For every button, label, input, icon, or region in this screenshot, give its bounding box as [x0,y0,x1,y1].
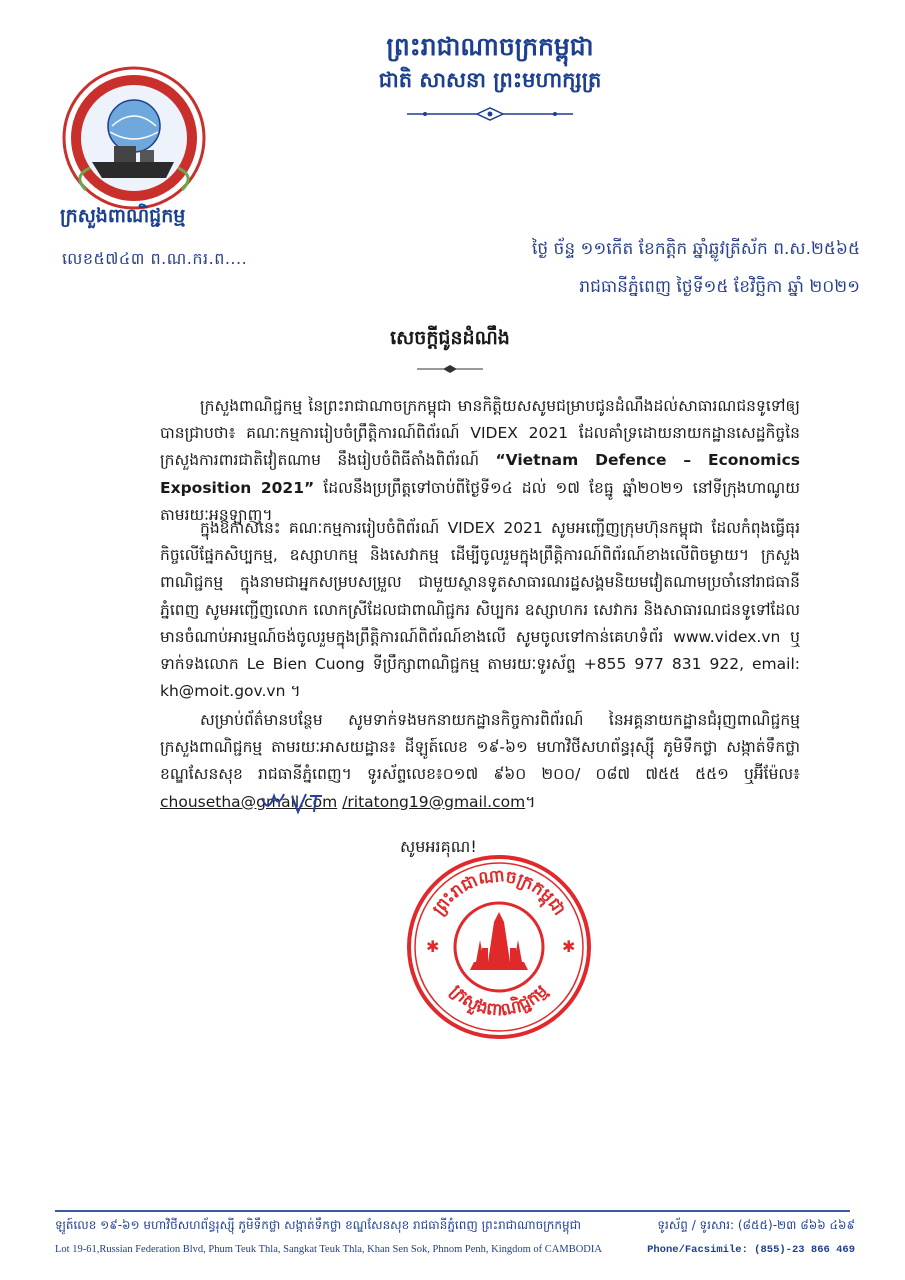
paragraph-3-text: សម្រាប់ព័ត៌មានបន្ថែម សូមទាក់ទងមកនាយកដ្ឋានកិច្ចការពិព័រណ៍ នៃអគ្គនាយកដ្ឋានជំរុញពាណិជ្ជកម្ម ក្រសួងពាណិជ្ជកម្ម តាមរយៈអាសយដ្ឋាន៖ ដីឡូត៍លេខ ១៩-៦១ មហាវិថីសហព័ន្ធរុស្ស៊ី ភូមិទឹកថ្លា សង្កាត់ទឹកថ្លា ខណ្ឌសែនសុខ រាជធានីភ្នំពេញ។ ទូរស័ព្ទលេខ៖០១៧ ៩៦០ ២០០/ ០៨៧ ៧៥៥ ៥៥១ ឬអ៊ីម៉ែល៖ [160,711,800,784]
ministry-name: ក្រសួងពាណិជ្ជកម្ម [60,205,186,227]
footer-divider [55,1210,850,1212]
ministry-logo-icon [62,66,206,210]
footer-address-km: ឡូត៍លេខ ១៩-៦១ មហាវិថីសហព័ន្ធរុស្ស៊ី ភូមិទឹកថ្លា សង្កាត់ទឹកថ្លា ខណ្ឌសែនសុខ រាជធានីភ្នំពេញ ព្រះរាជាណាចក្រកម្ពុជា [55,1218,582,1232]
paragraph-3-end: ។ [525,792,536,811]
paragraph-1-text-a: ក្រសួងពាណិជ្ជកម្ម នៃព្រះរាជាណាចក្រកម្ពុជា មានកិត្តិយសសូមជម្រាបជូនដំណឹងដល់សាធារណជនទូទៅឲ្យបានជ្រាបថា៖ គណៈកម្មការរៀបចំព្រឹត្តិការណ៍ពិព័រណ៍ VIDEX 2021 ដែលគាំទ្រដោយនាយកដ្ឋានសេដ្ឋកិច្ចនៃក្រសួងការពារជាតិវៀតណាម នឹងរៀបចំពិធីតាំងពិព័រណ៍ [160,397,800,470]
footer-english [55,1244,855,1255]
seal-top-text: ព្រះរាជាណាចក្រកម្ពុជា [428,866,570,920]
footer-phone-en: Phone/Facsimile: (855)-23 866 469 [647,1244,855,1256]
reference-number: លេខ៥៧៤៣ ព.ណ.ករ.ព.... [62,249,248,268]
subject-ornament [415,364,485,374]
header-ornament [405,106,575,122]
email-link-ritatong[interactable]: /ritatong19@gmail.com [342,792,526,811]
footer-phone-km: ទូរស័ព្ទ / ទូរសារ: (៨៥៥)-២៣ ៨៦៦ ៤៦៩ [657,1218,855,1232]
ministry-seal-icon [404,852,594,1042]
paragraph-3 [160,707,800,816]
initials-signature-icon [258,788,328,818]
solar-date: រាជធានីភ្នំពេញ ថ្ងៃទី១៥ ខែវិច្ឆិកា ឆ្នាំ ២០២១ [579,277,860,297]
kingdom-title: ព្រះរាជាណាចក្រកម្ពុជា [386,32,594,61]
event-name: “Vietnam Defence – Economics Exposition 2021” [160,451,800,497]
email-link-chousetha[interactable]: chousetha@gmail.com [160,792,338,811]
paragraph-1-text-b: ដែលនឹងប្រព្រឹត្តទៅចាប់ពីថ្ងៃទី១៤ ដល់ ១៧ ខែធ្នូ ឆ្នាំ២០២១ នៅទីក្រុងហាណូយ តាមរយៈអនឡាញ។ [160,478,800,524]
footer-khmer [55,1217,855,1235]
svg-text:✱: ✱ [426,937,440,956]
lunar-date: ថ្ងៃ ច័ន្ទ ១១កើត ខែកត្តិក ឆ្នាំឆ្លូវត្រីស័ក ព.ស.២៥៦៥ [531,239,860,259]
svg-text:ព្រះរាជាណាចក្រកម្ពុជា [429,866,569,919]
kingdom-header [300,30,680,96]
paragraph-2: ក្នុងឱកាសនេះ គណៈកម្មការរៀបចំពិព័រណ៍ VIDEX 2021 សូមអញ្ជើញក្រុមហ៊ុនកម្ពុជា ដែលកំពុងធ្វើធុរកិច្ចលើផ្នែកសិប្បកម្ម, ឧស្សាហកម្ម និងសេវាកម្ម ដើម្បីចូលរួមក្នុងព្រឹត្តិការណ៍ពិព័រណ៍ខាងលើពិចម្ងាយ។ ក្រសួងពាណិជ្ជកម្ម ក្នុងនាមជាអ្នកសម្របសម្រួល ជាមួយស្ថានទូតសាធារណរដ្ឋសង្គមនិយមវៀតណាមប្រចាំនៅរាជធានីភ្នំពេញ សូមអញ្ជើញលោក លោកស្រីដែលជាពាណិជ្ជករ សិប្បករ ឧស្សាហករ សេវាករ និងសាធារណជនទូទៅដែលមានចំណាប់អារម្មណ៍ចង់ចូលរួមក្នុងព្រឹត្តិការណ៍ពិព័រណ៍ខាងលើ សូមចូលទៅកាន់គេហទំព័រ www.videx.vn ឬ ទាក់ទងលោក Le Bien Cuong ទីប្រឹក្សាពាណិជ្ជកម្ម តាមរយៈទូរស័ព្ទ +855 977 831 922, email: kh@moit.gov.vn ។ [160,519,800,701]
document-subject: សេចក្តីជូនដំណឹង [390,327,510,349]
paragraph-1 [160,393,800,529]
footer-address-en: Lot 19-61,Russian Federation Blvd, Phum Teuk Thla, Sangkat Teuk Thla, Khan Sen Sok, Phnom Penh, Kingdom of CAMBODIA [55,1244,602,1255]
closing-thanks: សូមអរគុណ! [400,837,477,856]
national-motto: ជាតិ សាសនា ព្រះមហាក្សត្រ [378,68,602,92]
svg-text:ក្រសួងពាណិជ្ជកម្ម [446,981,552,1021]
svg-text:✱: ✱ [562,937,576,956]
seal-bottom-text: ក្រសួងពាណិជ្ជកម្ម [446,981,552,1021]
